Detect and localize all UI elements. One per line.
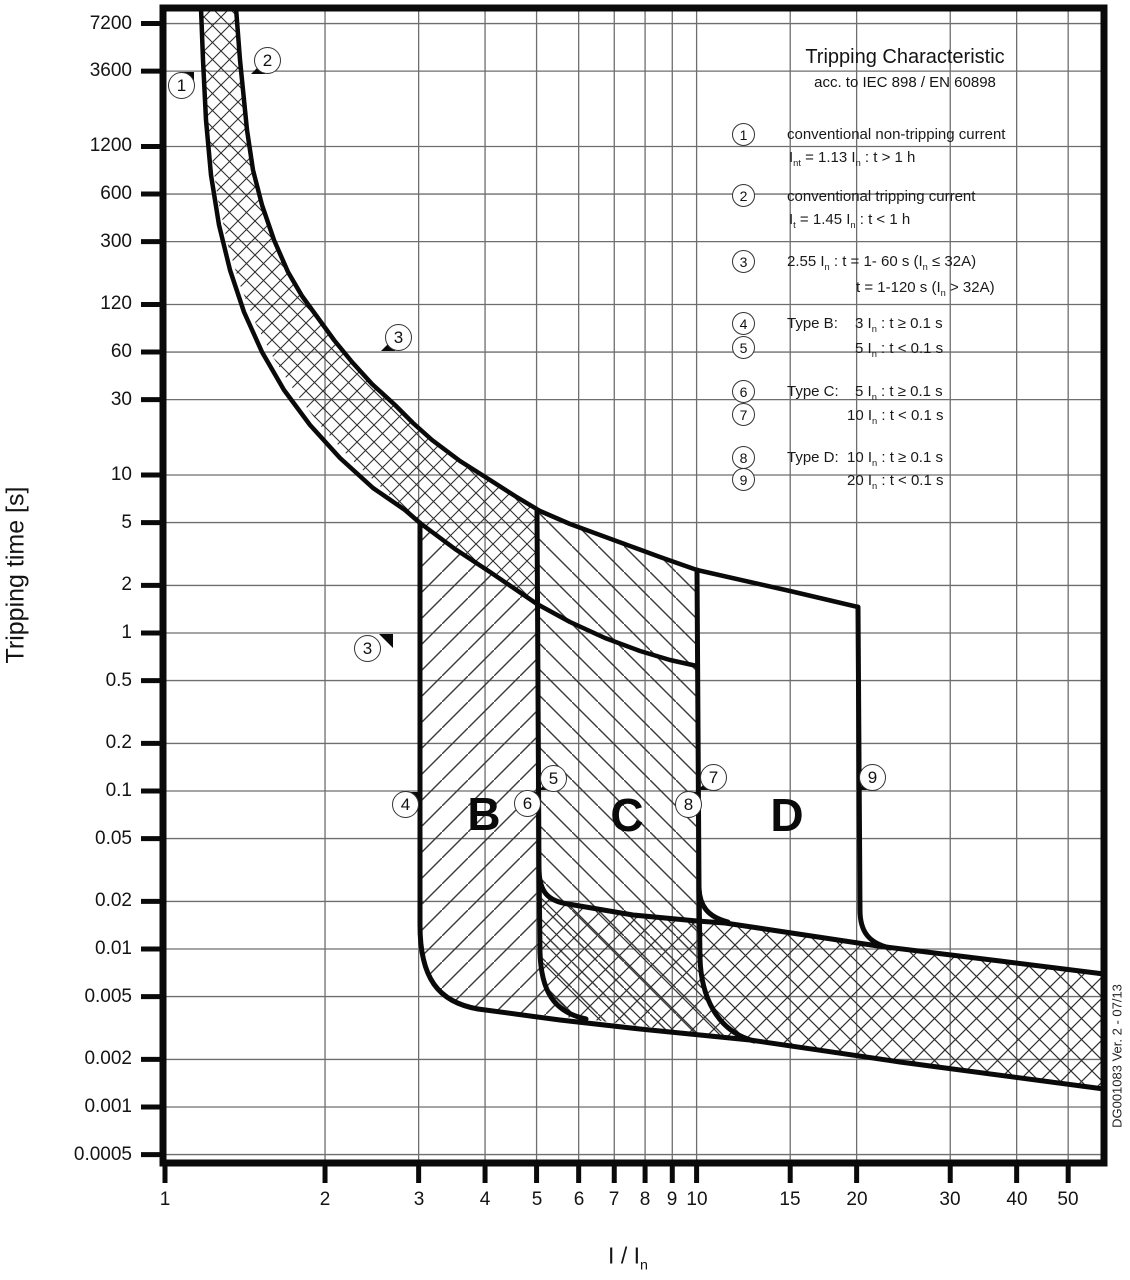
x-tick-label: 7 bbox=[608, 1189, 620, 1210]
y-tick-label: 0.1 bbox=[105, 780, 132, 801]
chart-marker-7: 7 bbox=[700, 764, 727, 791]
legend-title: Tripping Characteristic bbox=[805, 46, 1005, 68]
y-tick-label: 0.05 bbox=[95, 828, 132, 849]
y-tick-label: 0.0005 bbox=[73, 1144, 132, 1165]
legend-subtitle: acc. to IEC 898 / EN 60898 bbox=[814, 74, 996, 91]
x-axis-title: I / $I_n$ bbox=[608, 1242, 648, 1274]
legend-item-8-formula: 10 $I_n$ : t ≥ 0.1 s bbox=[847, 449, 943, 468]
x-tick-label: 15 bbox=[779, 1189, 801, 1210]
x-tick-label: 8 bbox=[639, 1189, 651, 1210]
chart-marker-6: 6 bbox=[514, 790, 541, 817]
x-tick-label: 9 bbox=[666, 1189, 678, 1210]
chart-marker-3a: 3 bbox=[385, 324, 412, 351]
x-tick-label: 30 bbox=[939, 1189, 961, 1210]
x-tick-label: 3 bbox=[413, 1189, 425, 1210]
legend-marker-7: 7 bbox=[732, 403, 755, 426]
chart-marker-9: 9 bbox=[859, 764, 886, 791]
legend-item-8-label: Type D: bbox=[787, 449, 839, 466]
chart-marker-3b: 3 bbox=[354, 635, 381, 662]
y-tick-label: 0.02 bbox=[95, 890, 132, 911]
region-label-d: D bbox=[770, 789, 804, 841]
boundary-5in bbox=[537, 510, 539, 868]
legend-item-1-formula: $I_{nt} = 1.13$ $I_n$ : t > 1 h bbox=[789, 149, 916, 168]
y-tick-label: 300 bbox=[100, 231, 132, 252]
legend-item-6-label: Type C: bbox=[787, 383, 839, 400]
legend-marker-3: 3 bbox=[732, 250, 755, 273]
legend-item-6-formula: 5 $I_n$ : t ≥ 0.1 s bbox=[855, 383, 943, 402]
marker-3b-triangle bbox=[379, 634, 393, 648]
x-tick-label: 5 bbox=[531, 1189, 543, 1210]
legend-marker-2: 2 bbox=[732, 184, 755, 207]
y-tick-label: 0.002 bbox=[84, 1048, 132, 1069]
x-tick-label: 4 bbox=[479, 1189, 491, 1210]
y-tick-label: 120 bbox=[100, 293, 132, 314]
x-tick-label: 2 bbox=[319, 1189, 331, 1210]
legend-marker-8: 8 bbox=[732, 446, 755, 469]
x-tick-label: 40 bbox=[1006, 1189, 1028, 1210]
chart-marker-4: 4 bbox=[392, 791, 419, 818]
legend-item-4-label: Type B: bbox=[787, 315, 838, 332]
y-tick-label: 0.5 bbox=[105, 670, 132, 691]
y-tick-label: 3600 bbox=[89, 60, 132, 81]
y-tick-label: 7200 bbox=[89, 13, 132, 34]
chart-marker-8: 8 bbox=[675, 791, 702, 818]
y-tick-label: 1200 bbox=[89, 135, 132, 156]
x-tick-label: 20 bbox=[846, 1189, 868, 1210]
chart-marker-5: 5 bbox=[540, 765, 567, 792]
legend-item-4-formula: 3 $I_n$ : t ≥ 0.1 s bbox=[855, 315, 943, 334]
y-tick-label: 0.01 bbox=[95, 938, 132, 959]
legend-marker-9: 9 bbox=[732, 468, 755, 491]
x-tick-label: 1 bbox=[159, 1189, 171, 1210]
x-tick-label: 6 bbox=[573, 1189, 585, 1210]
y-tick-label: 0.2 bbox=[105, 732, 132, 753]
x-tick-label: 50 bbox=[1057, 1189, 1079, 1210]
thermal-band-fill bbox=[201, 8, 537, 604]
legend-marker-6: 6 bbox=[732, 380, 755, 403]
y-tick-label: 0.005 bbox=[84, 986, 132, 1007]
legend-marker-4: 4 bbox=[732, 312, 755, 335]
y-tick-label: 1 bbox=[121, 622, 132, 643]
type-d-upper-limit bbox=[697, 570, 858, 607]
legend-item-3-formula: t = 1-120 s $(I_n > 32A)$ bbox=[856, 279, 995, 298]
region-label-b: B bbox=[467, 788, 501, 840]
legend-item-9-formula: 20 $I_n$ : t < 0.1 s bbox=[847, 472, 944, 491]
y-tick-label: 2 bbox=[121, 574, 132, 595]
x-tick-label: 10 bbox=[686, 1189, 708, 1210]
y-tick-label: 60 bbox=[110, 341, 132, 362]
y-tick-label: 5 bbox=[121, 512, 132, 533]
y-tick-label: 30 bbox=[110, 389, 132, 410]
y-tick-label: 10 bbox=[110, 464, 132, 485]
chart-marker-1: 1 bbox=[168, 72, 195, 99]
legend-item-1-text: conventional non-tripping current bbox=[787, 126, 1006, 143]
region-fills bbox=[201, 8, 1104, 1089]
boundary-10in-top-bend bbox=[699, 886, 728, 922]
legend-item-7-formula: 10 $I_n$ : t < 0.1 s bbox=[847, 407, 944, 426]
legend-marker-5: 5 bbox=[732, 336, 755, 359]
y-tick-label: 0.001 bbox=[84, 1096, 132, 1117]
legend-item-3-text: 2.55 $I_n$ : t = 1- 60 s $(I_n \le 32A)$ bbox=[787, 253, 977, 272]
legend-item-2-text: conventional tripping current bbox=[787, 188, 976, 205]
legend-marker-1: 1 bbox=[732, 123, 755, 146]
legend-item-2-formula: $I_t = 1.45$ $I_n$ : t < 1 h bbox=[789, 211, 911, 230]
legend-item-5-formula: 5 $I_n$ : t < 0.1 s bbox=[855, 340, 944, 359]
chart-marker-2: 2 bbox=[254, 47, 281, 74]
y-axis-title: Tripping time [s] bbox=[1, 486, 30, 664]
boundary-10in bbox=[697, 570, 699, 886]
region-label-c: C bbox=[610, 789, 644, 841]
y-tick-label: 600 bbox=[100, 183, 132, 204]
document-reference: DG001083 Ver. 2 - 07/13 bbox=[1109, 984, 1125, 1128]
